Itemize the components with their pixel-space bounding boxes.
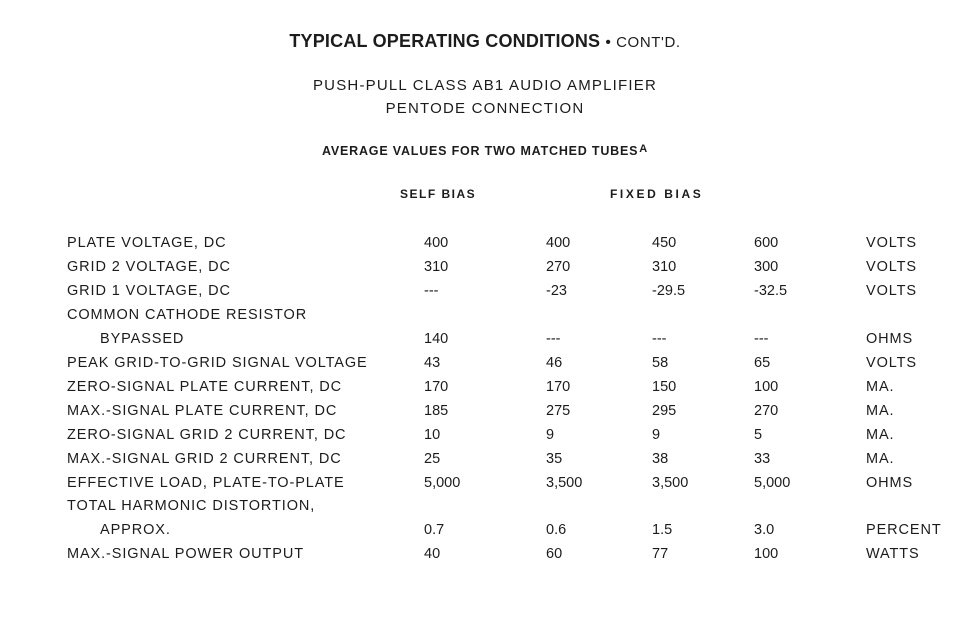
self-bias-value: 40	[424, 546, 441, 562]
row-label: ZERO-SIGNAL PLATE CURRENT, DC	[67, 379, 343, 395]
table-row	[0, 475, 970, 497]
row-label: EFFECTIVE LOAD, PLATE-TO-PLATE	[67, 475, 345, 491]
table-row	[0, 355, 970, 377]
row-label: PLATE VOLTAGE, DC	[67, 235, 227, 251]
table-row	[0, 259, 970, 281]
fixed-bias-value: 0.6	[546, 522, 567, 538]
fixed-bias-value: 1.5	[652, 522, 673, 538]
fixed-bias-value: 100	[754, 546, 779, 562]
fixed-bias-value: ---	[754, 331, 769, 347]
row-label: GRID 2 VOLTAGE, DC	[67, 259, 231, 275]
subtitle-amplifier: PUSH-PULL CLASS AB1 AUDIO AMPLIFIER	[312, 77, 658, 94]
self-bias-value: 170	[424, 379, 449, 395]
row-label: MAX.-SIGNAL POWER OUTPUT	[67, 546, 304, 562]
table-row	[0, 283, 970, 305]
fixed-bias-value: 5,000	[754, 475, 791, 491]
fixed-bias-value: ---	[652, 331, 667, 347]
fixed-bias-value: 270	[546, 259, 571, 275]
table-row	[0, 379, 970, 401]
row-unit: WATTS	[866, 546, 920, 562]
fixed-bias-value: 275	[546, 403, 571, 419]
fixed-bias-value: 100	[754, 379, 779, 395]
row-unit: MA.	[866, 379, 895, 395]
fixed-bias-value: 77	[652, 546, 669, 562]
row-unit: OHMS	[866, 331, 914, 347]
fixed-bias-value: 600	[754, 235, 779, 251]
fixed-bias-value: 3,500	[652, 475, 689, 491]
row-unit: OHMS	[866, 475, 914, 491]
page-title	[0, 31, 970, 52]
self-bias-value: 43	[424, 355, 441, 371]
self-bias-value: 5,000	[424, 475, 461, 491]
row-label: COMMON CATHODE RESISTOR	[67, 307, 308, 323]
fixed-bias-value: 450	[652, 235, 677, 251]
row-label: MAX.-SIGNAL GRID 2 CURRENT, DC	[67, 451, 342, 467]
fixed-bias-value: 310	[652, 259, 677, 275]
fixed-bias-value: 35	[546, 451, 563, 467]
fixed-bias-value: 3,500	[546, 475, 583, 491]
self-bias-value: 10	[424, 427, 441, 443]
fixed-bias-value: -29.5	[652, 283, 686, 299]
fixed-bias-value: 3.0	[754, 522, 775, 538]
fixed-bias-value: 270	[754, 403, 779, 419]
self-bias-value: 400	[424, 235, 449, 251]
row-unit: MA.	[866, 427, 895, 443]
table-row	[0, 403, 970, 425]
table-row	[0, 331, 970, 353]
row-label: GRID 1 VOLTAGE, DC	[67, 283, 231, 299]
row-unit: VOLTS	[866, 235, 917, 251]
fixed-bias-value: -32.5	[754, 283, 788, 299]
row-unit: VOLTS	[866, 355, 917, 371]
table-row	[0, 522, 970, 544]
row-unit: PERCENT	[866, 522, 942, 538]
self-bias-value: 25	[424, 451, 441, 467]
fixed-bias-value: -23	[546, 283, 567, 299]
fixed-bias-value: 9	[546, 427, 555, 443]
self-bias-value: 140	[424, 331, 449, 347]
fixed-bias-value: 46	[546, 355, 563, 371]
row-label: MAX.-SIGNAL PLATE CURRENT, DC	[67, 403, 338, 419]
row-unit: MA.	[866, 403, 895, 419]
footnote-marker: A	[639, 143, 649, 155]
row-unit: VOLTS	[866, 283, 917, 299]
fixed-bias-value: 38	[652, 451, 669, 467]
fixed-bias-value: ---	[546, 331, 561, 347]
fixed-bias-value: 170	[546, 379, 571, 395]
table-row	[0, 235, 970, 257]
fixed-bias-value: 150	[652, 379, 677, 395]
fixed-bias-value: 5	[754, 427, 763, 443]
fixed-bias-value: 65	[754, 355, 771, 371]
row-label: BYPASSED	[100, 331, 185, 347]
table-row	[0, 427, 970, 449]
table-row	[0, 451, 970, 473]
title-suffix: CONT'D.	[616, 34, 681, 51]
fixed-bias-value: 60	[546, 546, 563, 562]
self-bias-value: 185	[424, 403, 449, 419]
row-label: APPROX.	[100, 522, 171, 538]
table-row	[0, 307, 970, 329]
table-row	[0, 546, 970, 568]
column-header-self-bias: SELF BIAS	[400, 187, 477, 201]
average-note-text: AVERAGE VALUES FOR TWO MATCHED TUBES	[321, 144, 639, 158]
title-separator: •	[605, 34, 611, 51]
fixed-bias-value: 300	[754, 259, 779, 275]
self-bias-value: 0.7	[424, 522, 445, 538]
subtitle-connection: PENTODE CONNECTION	[385, 100, 585, 117]
average-values-note	[0, 144, 970, 158]
table-row	[0, 498, 970, 520]
self-bias-value: ---	[424, 283, 439, 299]
fixed-bias-value: 33	[754, 451, 771, 467]
column-header-fixed-bias: FIXED BIAS	[610, 187, 704, 201]
self-bias-value: 310	[424, 259, 449, 275]
fixed-bias-value: 9	[652, 427, 661, 443]
fixed-bias-value: 58	[652, 355, 669, 371]
row-unit: VOLTS	[866, 259, 917, 275]
fixed-bias-value: 295	[652, 403, 677, 419]
row-label: TOTAL HARMONIC DISTORTION,	[67, 498, 316, 514]
row-label: PEAK GRID-TO-GRID SIGNAL VOLTAGE	[67, 355, 368, 371]
fixed-bias-value: 400	[546, 235, 571, 251]
title-text: TYPICAL OPERATING CONDITIONS	[289, 31, 601, 51]
row-label: ZERO-SIGNAL GRID 2 CURRENT, DC	[67, 427, 347, 443]
row-unit: MA.	[866, 451, 895, 467]
